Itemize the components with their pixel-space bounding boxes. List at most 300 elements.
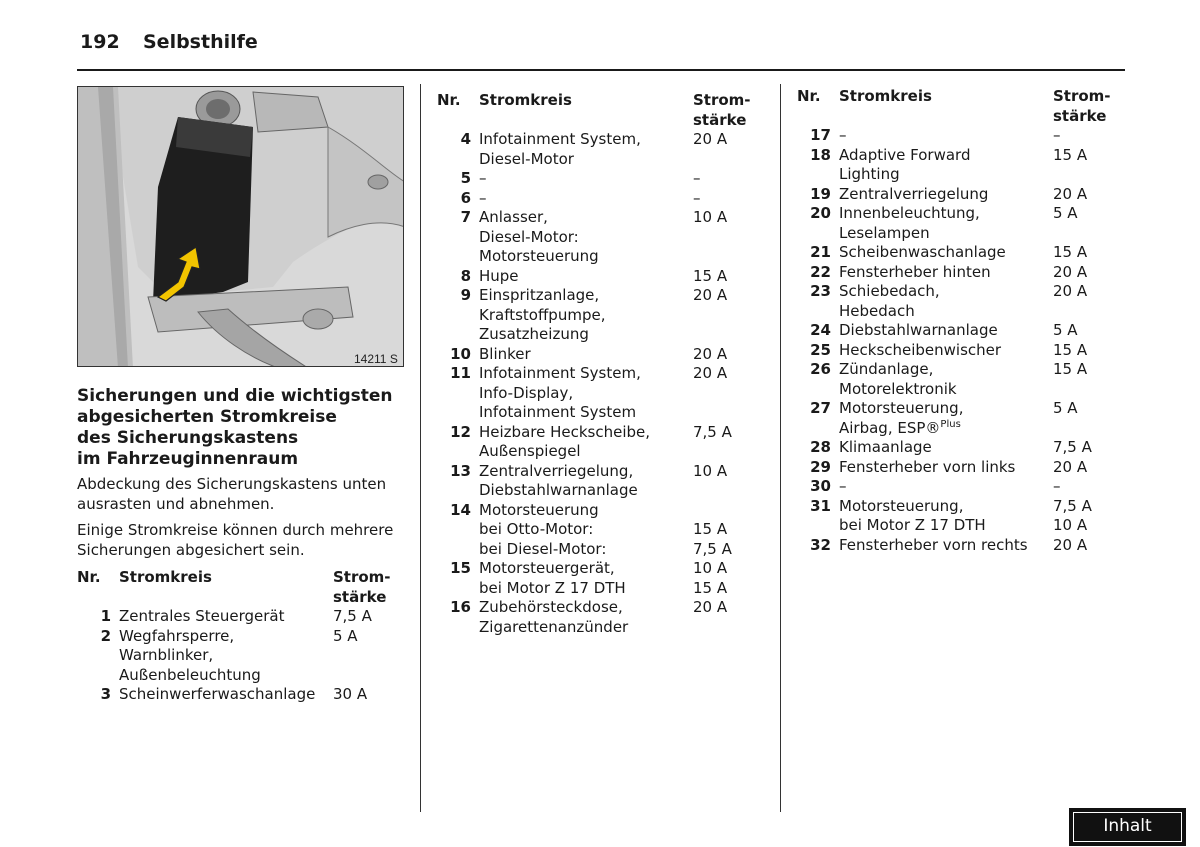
fuse-circuit-text: Anlasser, <box>479 208 548 226</box>
fuse-circuit-text: Infotainment System, <box>479 364 641 382</box>
fuse-row <box>437 364 767 423</box>
fuse-number: 8 <box>460 266 471 285</box>
fuse-number: 26 <box>810 360 831 378</box>
column-header-circuit: Stromkreis <box>479 91 572 109</box>
fuse-circuit-text: Motorsteuerung <box>479 500 599 519</box>
fuse-circuit <box>479 364 693 423</box>
fuse-current-line: 10 A <box>693 208 728 226</box>
fuse-circuit <box>119 607 333 627</box>
fuse-circuit-line <box>839 477 1053 497</box>
fuse-current <box>693 286 767 345</box>
fuse-circuit <box>479 501 693 560</box>
fuse-circuit <box>839 126 1053 146</box>
fuse-row <box>797 321 1127 341</box>
fuse-current <box>1053 321 1127 341</box>
fuse-circuit <box>839 536 1053 556</box>
fuse-circuit-text: Info-Display, <box>479 383 574 402</box>
fuse-current-line: 5 A <box>1053 399 1078 417</box>
fuse-number: 28 <box>810 438 831 456</box>
fuse-number: 14 <box>450 500 471 519</box>
fuse-circuit-text: Diesel-Motor <box>479 149 574 168</box>
fuse-circuit-text: Fensterheber vorn rechts <box>839 535 1028 554</box>
fuse-row <box>437 462 767 501</box>
fuse-current <box>1053 399 1127 438</box>
fuse-row <box>797 263 1127 283</box>
fuse-row <box>437 423 767 462</box>
fuse-circuit-line <box>839 263 1053 283</box>
column-header-current-line: stärke <box>1053 106 1107 125</box>
fuse-current <box>1053 360 1127 399</box>
fuse-current-line: 5 A <box>1053 204 1078 222</box>
fuse-circuit-line <box>119 627 333 647</box>
fuse-circuit-text: Zusatzheizung <box>479 325 589 343</box>
fuse-number: 20 <box>810 204 831 222</box>
fuse-row <box>77 627 407 686</box>
fuse-circuit-line <box>839 516 1053 536</box>
figure-label: 14211 S <box>354 352 398 366</box>
table-header-row <box>437 91 767 130</box>
fuse-row <box>797 146 1127 185</box>
fuse-circuit <box>479 189 693 209</box>
fuse-number: 15 <box>450 559 471 577</box>
fuse-current <box>1053 204 1127 243</box>
fuse-current-line: 10 A <box>1053 516 1088 534</box>
fuse-circuit <box>479 267 693 287</box>
fuse-row <box>437 208 767 267</box>
fuse-circuit-text: Warnblinker, <box>119 646 214 664</box>
fuse-circuit-line <box>479 150 693 170</box>
fuse-circuit <box>839 185 1053 205</box>
fuse-row <box>77 607 407 627</box>
fuse-circuit-line <box>839 438 1053 458</box>
fuse-circuit-text: Zentralverriegelung <box>839 184 989 203</box>
fuse-circuit-text: Diebstahlwarnanlage <box>839 321 998 339</box>
fuse-circuit-line <box>479 208 693 228</box>
fuse-circuit-line <box>479 598 693 618</box>
header-divider <box>77 69 1125 71</box>
fuse-circuit-line <box>479 169 693 189</box>
heading-line: des Sicherungskastens <box>77 428 299 448</box>
fuse-circuit-text: Einspritzanlage, <box>479 286 600 304</box>
fuse-circuit <box>119 627 333 686</box>
column-header-nr: Nr. <box>77 568 101 586</box>
fuse-current <box>693 130 767 169</box>
fuse-circuit-text: bei Motor Z 17 DTH <box>839 516 986 534</box>
fuse-circuit <box>839 321 1053 341</box>
fuse-circuit-text: Motorelektronik <box>839 379 957 398</box>
fuse-circuit-line <box>839 282 1053 302</box>
fuse-number: 12 <box>450 422 471 441</box>
fuse-circuit-line <box>479 384 693 404</box>
fuse-circuit-text: bei Otto-Motor: <box>479 520 594 538</box>
fuse-circuit <box>479 130 693 169</box>
fuse-current <box>693 189 767 209</box>
column-header-nr: Nr. <box>437 91 461 109</box>
fuse-row <box>437 169 767 189</box>
table-header-row <box>77 568 407 607</box>
fuse-current-line: 5 A <box>1053 321 1078 339</box>
fuse-row <box>797 497 1127 536</box>
fuse-current <box>333 607 407 627</box>
fuse-number: 2 <box>100 626 111 645</box>
fuse-circuit-line <box>839 146 1053 166</box>
fuse-row <box>437 559 767 598</box>
fuse-circuit-text: Scheibenwaschanlage <box>839 243 1006 261</box>
fuse-current-line: 15 A <box>1053 145 1088 164</box>
fuse-circuit-line <box>479 189 693 209</box>
fuse-current-line: 7,5 A <box>693 539 732 558</box>
fuse-current <box>693 169 767 189</box>
fuse-number: 10 <box>450 344 471 363</box>
fuse-circuit-text: Fensterheber vorn links <box>839 457 1016 476</box>
fuse-number: 29 <box>810 457 831 476</box>
fuse-table-2 <box>437 91 767 637</box>
fuse-box-drawing <box>78 87 404 367</box>
fuse-circuit-line <box>479 286 693 306</box>
fuse-circuit <box>839 146 1053 185</box>
fuse-number: 5 <box>460 169 471 187</box>
fuse-row <box>797 458 1127 478</box>
fuse-row <box>797 399 1127 438</box>
fuse-current-line: 15 A <box>1053 243 1088 261</box>
fuse-circuit <box>479 462 693 501</box>
fuse-circuit-text: bei Diesel-Motor: <box>479 539 607 558</box>
fuse-current-line: – <box>693 169 701 187</box>
fuse-circuit <box>839 204 1053 243</box>
fuse-circuit <box>479 559 693 598</box>
fuse-row <box>797 282 1127 321</box>
inhalt-button-frame <box>1069 808 1186 846</box>
fuse-circuit-text: Diebstahlwarnanlage <box>479 481 638 499</box>
fuse-current <box>1053 536 1127 556</box>
fuse-number: 4 <box>460 130 471 148</box>
fuse-current-line: 10 A <box>693 559 728 577</box>
fuse-circuit <box>839 243 1053 263</box>
fuse-current-line: – <box>1053 126 1061 144</box>
fuse-circuit-line <box>479 325 693 345</box>
column-header-current-line: Strom- <box>333 568 391 586</box>
column-header-nr: Nr. <box>797 87 821 105</box>
fuse-number: 19 <box>810 184 831 203</box>
fuse-current <box>1053 243 1127 263</box>
fuse-circuit <box>479 208 693 267</box>
fuse-circuit-line <box>839 302 1053 322</box>
fuse-current <box>333 685 407 705</box>
fuse-circuit <box>479 169 693 189</box>
fuse-table-3 <box>797 87 1127 555</box>
fuse-circuit-line <box>839 497 1053 517</box>
fuse-circuit-text: Klimaanlage <box>839 438 932 456</box>
fuse-circuit-text: Motorsteuerung, <box>839 496 964 515</box>
fuse-current <box>1053 477 1127 497</box>
fuse-circuit-line <box>839 536 1053 556</box>
fuse-current-line: 15 A <box>693 578 728 597</box>
fuse-circuit-text: Infotainment System, <box>479 130 641 148</box>
column-header-current <box>333 568 407 607</box>
fuse-circuit-text: Wegfahrsperre, <box>119 626 235 645</box>
fuse-current-line: 5 A <box>333 626 358 645</box>
fuse-circuit-text: Innenbeleuchtung, <box>839 204 980 222</box>
fuse-number: 11 <box>450 364 471 382</box>
fuse-current <box>693 462 767 501</box>
fuse-current-line: 15 A <box>1053 360 1088 378</box>
fuse-row <box>797 204 1127 243</box>
fuse-current <box>1053 146 1127 185</box>
fuse-circuit-text: Adaptive Forward <box>839 145 971 164</box>
column-divider-2 <box>780 84 781 812</box>
fuse-circuit-line <box>839 419 1053 439</box>
fuse-number: 25 <box>810 340 831 359</box>
fuse-row <box>437 267 767 287</box>
column-header-current-line: stärke <box>693 110 747 129</box>
fuse-current <box>1053 341 1127 361</box>
fuse-circuit-text: Kraftstoffpumpe, <box>479 305 606 324</box>
fuse-circuit-line <box>479 501 693 521</box>
fuse-circuit <box>479 345 693 365</box>
fuse-circuit-line <box>479 540 693 560</box>
fuse-circuit-line <box>119 685 333 705</box>
fuse-current <box>1053 282 1127 321</box>
fuse-row <box>797 360 1127 399</box>
fuse-current-line: 7,5 A <box>1053 496 1092 515</box>
section-heading <box>77 386 407 470</box>
fuse-current <box>1053 185 1127 205</box>
fuse-circuit <box>479 286 693 345</box>
fuse-row <box>797 243 1127 263</box>
fuse-circuit-line <box>839 399 1053 419</box>
fuse-circuit <box>839 282 1053 321</box>
page-title: Selbsthilfe <box>143 31 258 53</box>
fuse-number: 18 <box>810 145 831 164</box>
fuse-circuit-line <box>479 559 693 579</box>
fuse-row <box>437 130 767 169</box>
fuse-row <box>437 286 767 345</box>
fuse-current-line: 7,5 A <box>1053 438 1092 456</box>
fuse-current <box>1053 126 1127 146</box>
fuse-current-line: 20 A <box>693 130 728 148</box>
fuse-circuit-line <box>479 267 693 287</box>
fuse-circuit-text: Diesel-Motor: <box>479 227 579 246</box>
fuse-circuit-line <box>479 423 693 443</box>
fuse-circuit-text: Zündanlage, <box>839 360 934 378</box>
column-header-current-line: Strom- <box>1053 87 1111 105</box>
fuse-row <box>797 185 1127 205</box>
fuse-current-line: 20 A <box>693 364 728 382</box>
fuse-number: 17 <box>810 126 831 144</box>
fuse-circuit-text: Blinker <box>479 344 531 363</box>
fuse-current <box>693 423 767 462</box>
fuse-number: 31 <box>810 496 831 515</box>
fuse-circuit-line <box>479 228 693 248</box>
heading-line: Sicherungen und die wichtigsten <box>77 386 393 406</box>
fuse-circuit-line <box>839 126 1053 146</box>
fuse-current <box>693 364 767 423</box>
fuse-circuit-text: – <box>839 477 847 495</box>
fuse-circuit-text: Motorsteuerung <box>479 247 599 265</box>
fuse-current-line: 30 A <box>333 685 368 703</box>
fuse-circuit-line <box>479 481 693 501</box>
fuse-current <box>693 559 767 598</box>
fuse-current-line: 15 A <box>1053 340 1088 359</box>
fuse-current <box>693 208 767 267</box>
fuse-circuit <box>479 598 693 637</box>
fuse-circuit-line <box>119 666 333 686</box>
fuse-circuit <box>839 477 1053 497</box>
fuse-circuit-line <box>839 243 1053 263</box>
heading-line: im Fahrzeuginnenraum <box>77 449 299 469</box>
fuse-current-line: 20 A <box>1053 457 1088 476</box>
fuse-number: 6 <box>460 188 471 207</box>
fuse-current <box>1053 458 1127 478</box>
fuse-current <box>693 345 767 365</box>
fuse-current <box>1053 263 1127 283</box>
fuse-circuit-line <box>479 403 693 423</box>
fuse-circuit-text: Infotainment System <box>479 403 637 421</box>
fuse-circuit <box>479 423 693 462</box>
fuse-row <box>797 126 1127 146</box>
fuse-circuit-text: Schiebedach, <box>839 282 940 300</box>
fuse-circuit <box>839 263 1053 283</box>
fuse-row <box>797 536 1127 556</box>
fuse-current-line: 20 A <box>1053 282 1088 300</box>
column-header-circuit: Stromkreis <box>839 87 932 105</box>
fuse-circuit-text: – <box>479 169 487 187</box>
fuse-box-illustration <box>77 86 404 367</box>
fuse-current-line: – <box>1053 477 1061 495</box>
fuse-circuit-text: Motorsteuergerät, <box>479 559 615 577</box>
fuse-circuit-line <box>839 458 1053 478</box>
fuse-current-line: 7,5 A <box>693 422 732 441</box>
fuse-circuit-text: Heizbare Heckscheibe, <box>479 422 651 441</box>
fuse-number: 24 <box>810 321 831 339</box>
fuse-number: 9 <box>460 286 471 304</box>
inhalt-button[interactable]: Inhalt <box>1073 812 1182 842</box>
fuse-circuit <box>839 497 1053 536</box>
fuse-number: 1 <box>100 607 111 625</box>
fuse-number: 23 <box>810 282 831 300</box>
fuse-circuit-line <box>479 345 693 365</box>
fuse-circuit-text: Leselampen <box>839 223 930 242</box>
fuse-circuit <box>839 438 1053 458</box>
fuse-current-line: 20 A <box>693 286 728 304</box>
fuse-row <box>437 189 767 209</box>
column-header-current-line: stärke <box>333 587 387 606</box>
fuse-circuit-line <box>479 579 693 599</box>
fuse-circuit-line <box>839 204 1053 224</box>
fuse-circuit-line <box>479 462 693 482</box>
fuse-circuit-text: Zentrales Steuergerät <box>119 607 285 625</box>
fuse-circuit-text: Außenbeleuchtung <box>119 665 261 684</box>
fuse-row <box>437 598 767 637</box>
table-header-row <box>797 87 1127 126</box>
fuse-current-line: 20 A <box>1053 262 1088 281</box>
fuse-current-line: – <box>693 188 701 207</box>
fuse-circuit <box>839 360 1053 399</box>
fuse-circuit-line <box>479 306 693 326</box>
fuse-circuit-line <box>479 618 693 638</box>
fuse-number: 22 <box>810 262 831 281</box>
fuse-row <box>797 477 1127 497</box>
fuse-number: 7 <box>460 208 471 226</box>
fuse-current <box>693 267 767 287</box>
fuse-circuit-text: Motorsteuerung, <box>839 399 964 417</box>
fuse-circuit-text: Zigarettenanzünder <box>479 617 629 636</box>
fuse-current <box>1053 497 1127 536</box>
fuse-circuit-text: Zentralverriegelung, <box>479 461 634 480</box>
page-number: 192 <box>80 31 120 53</box>
fuse-circuit-line <box>479 520 693 540</box>
column-header-current-line: Strom- <box>693 91 751 109</box>
fuse-row <box>797 438 1127 458</box>
fuse-circuit-text: Heckscheibenwischer <box>839 340 1002 359</box>
fuse-circuit-superscript: Plus <box>940 418 961 430</box>
fuse-circuit-text: – <box>839 126 847 144</box>
fuse-current-line: 20 A <box>693 344 728 363</box>
fuse-circuit <box>839 341 1053 361</box>
fuse-circuit-line <box>479 442 693 462</box>
fuse-circuit-line <box>119 646 333 666</box>
fuse-row <box>77 685 407 705</box>
fuse-number: 21 <box>810 243 831 261</box>
fuse-current-line: 20 A <box>1053 535 1088 554</box>
fuse-circuit-line <box>839 321 1053 341</box>
fuse-circuit <box>839 458 1053 478</box>
fuse-row <box>437 345 767 365</box>
fuse-current <box>693 598 767 637</box>
fuse-current-line <box>693 501 767 521</box>
fuse-circuit-line <box>479 364 693 384</box>
fuse-circuit-line <box>479 247 693 267</box>
fuse-circuit-text: bei Motor Z 17 DTH <box>479 578 626 597</box>
fuse-circuit-text: Zubehörsteckdose, <box>479 598 623 616</box>
fuse-current <box>1053 438 1127 458</box>
fuse-circuit-line <box>839 165 1053 185</box>
column-divider-1 <box>420 84 421 812</box>
paragraph-multiple-fuses: Einige Stromkreise können durch mehrere Sicherungen abgesichert sein. <box>77 521 394 559</box>
fuse-circuit-line <box>839 341 1053 361</box>
fuse-circuit-text: Airbag, ESP® <box>839 418 941 437</box>
fuse-circuit-line <box>839 224 1053 244</box>
fuse-circuit-line <box>839 380 1053 400</box>
fuse-current-line: 15 A <box>693 266 728 285</box>
fuse-circuit-text: Hupe <box>479 266 519 285</box>
fuse-current-line: 20 A <box>1053 184 1088 203</box>
fuse-row <box>797 341 1127 361</box>
fuse-circuit <box>839 399 1053 438</box>
fuse-circuit-line <box>479 130 693 150</box>
fuse-current-line: 10 A <box>693 461 728 480</box>
fuse-current-line: 15 A <box>693 520 728 538</box>
column-header-circuit: Stromkreis <box>119 568 212 586</box>
fuse-circuit-line <box>119 607 333 627</box>
fuse-circuit <box>119 685 333 705</box>
fuse-number: 30 <box>810 477 831 495</box>
fuse-current-line: 20 A <box>693 598 728 616</box>
fuse-circuit-text: Außenspiegel <box>479 442 581 460</box>
fuse-number: 3 <box>100 685 111 703</box>
paragraph-remove-cover: Abdeckung des Sicherungskastens unten ausrasten und abnehmen. <box>77 475 387 513</box>
fuse-number: 13 <box>450 461 471 480</box>
fuse-number: 32 <box>810 535 831 554</box>
heading-line: abgesicherten Stromkreise <box>77 407 337 427</box>
fuse-circuit-text: Fensterheber hinten <box>839 262 991 281</box>
column-header-current <box>693 91 767 130</box>
fuse-circuit-text: Scheinwerferwaschanlage <box>119 685 316 703</box>
fuse-circuit-text: – <box>479 188 487 207</box>
fuse-circuit-text: Lighting <box>839 165 900 183</box>
fuse-current <box>693 501 767 560</box>
fuse-current <box>333 627 407 686</box>
